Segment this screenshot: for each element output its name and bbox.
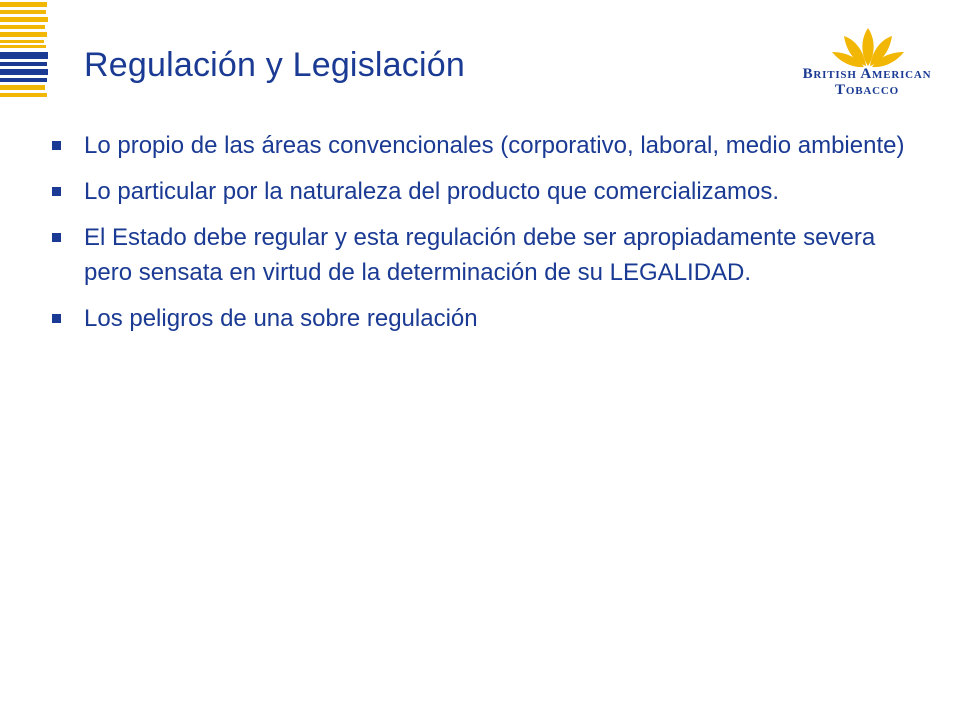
bullet-item — [48, 301, 928, 336]
square-bullet-icon — [52, 314, 61, 323]
square-bullet-icon — [52, 233, 61, 242]
bullet-list — [48, 128, 928, 347]
logo-text-line1: British American — [802, 66, 932, 82]
square-bullet-icon — [52, 187, 61, 196]
bullet-text: Lo particular por la naturaleza del producto que comercializamos. — [84, 178, 780, 205]
slide-title: Regulación y Legislación — [84, 46, 465, 84]
bullet-text: Los peligros de una sobre regulación — [84, 305, 478, 332]
square-bullet-icon — [52, 141, 61, 150]
bullet-text: El Estado debe regular y esta regulación debe ser apropiadamente severa pero sensata en virtud de la determinación de su LEGALIDAD. — [84, 224, 876, 286]
bullet-text: Lo propio de las áreas convencionales (corporativo, laboral, medio ambiente) — [84, 132, 905, 159]
leaf-logo-icon — [830, 26, 906, 68]
corner-stripes-decoration — [0, 0, 50, 100]
bullet-item — [48, 220, 928, 290]
bat-logo — [792, 26, 942, 106]
bullet-item — [48, 128, 928, 163]
bullet-item — [48, 174, 928, 209]
logo-text-line2: Tobacco — [835, 82, 899, 98]
